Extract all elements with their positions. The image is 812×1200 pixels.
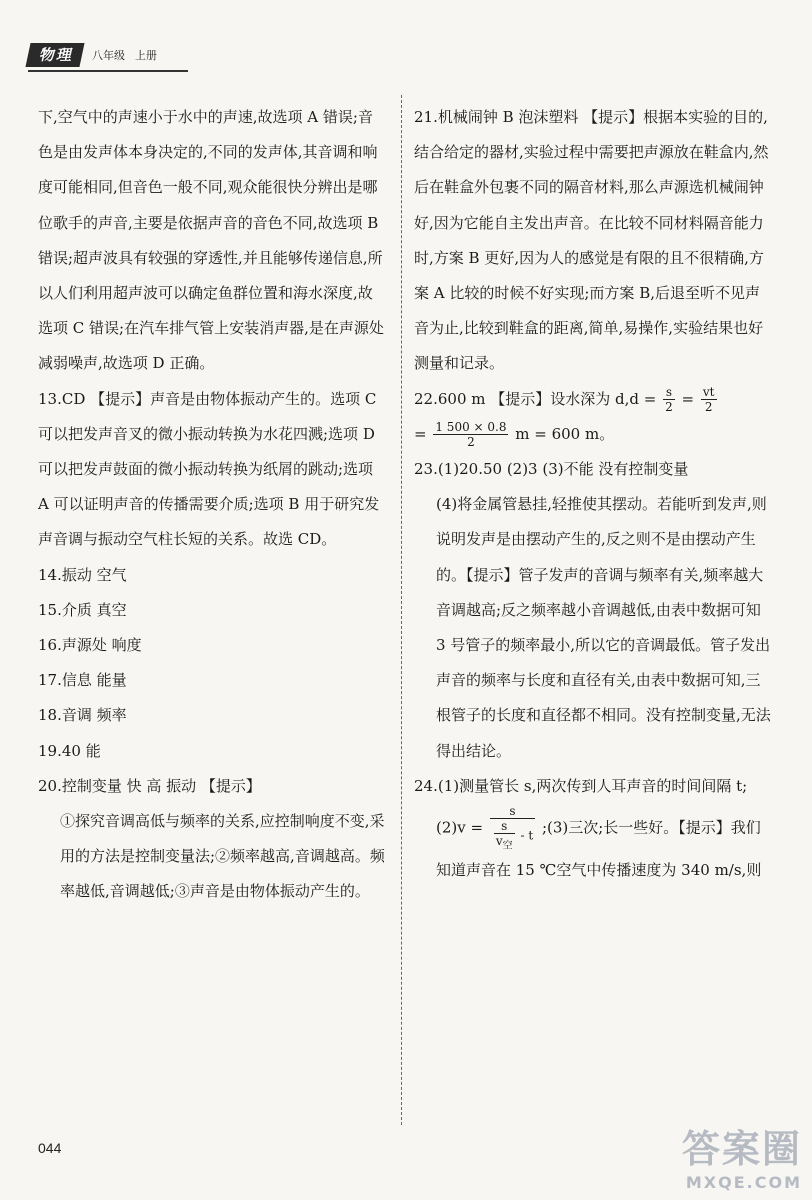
grade-label: 八年级 <box>92 49 126 62</box>
answer-22-calc: = $\frac{1 500 \times 0.8}{2}$ m = 600 m。 <box>414 420 615 450</box>
fraction-vt-over-2: $\frac{vt}{2}$ <box>702 385 715 415</box>
column-divider <box>401 95 402 1125</box>
page-number: 044 <box>38 1140 62 1156</box>
answer-17: 17.信息 能量 <box>38 671 127 690</box>
answer-14: 14.振动 空气 <box>38 565 127 584</box>
page-header <box>28 42 157 68</box>
answer-24-formula: (2)v = s $\frac{s}{v_空}$ - t ;(3)三次;长一些好。【提示】我们 <box>436 804 761 852</box>
answer-21: 21.机械闹钟 B 泡沫塑料 【提示】根据本实验的目的,结合给定的器材,实验过程中需要把声源放在鞋盒内,然后在鞋盒外包裹不同的隔音材料,那么声源选机械闹钟好,因为它能自主发出声音。在比较不同材料隔音能力时,方案 B 更好,因为人的感觉是有限的且不很精确,方案 A 比较的时候不好实现;而方案 B,后退至听不见声音为止,比较到鞋盒的距离,简单,易操作,实验结果也好测量和记录。 <box>414 108 769 373</box>
right-column <box>414 100 772 889</box>
fraction-velocity: s $\frac{s}{v_空}$ - t <box>490 804 535 853</box>
header-rule <box>28 70 188 72</box>
answer-24-head: 24.(1)测量管长 s,两次传到人耳声音的时间间隔 t; <box>414 776 748 795</box>
answer-13: 13.CD 【提示】声音是由物体振动产生的。选项 C 可以把发声音叉的微小振动转换为水花四溅;选项 D 可以把发声鼓面的微小振动转换为纸屑的跳动;选项 A 可以证明声音的传播需要介质;选项 B 用于研究发声音调与振动空气柱长短的关系。故选 CD。 <box>38 389 380 549</box>
term-label: 上册 <box>135 49 158 62</box>
watermark-logo: 答案圈 MXQE.COM <box>681 1127 802 1192</box>
answer-22: 22.600 m 【提示】设水深为 d,d = $\frac{s}{2}$ = $\frac{vt}{2}$ <box>414 385 715 415</box>
answer-15: 15.介质 真空 <box>38 600 127 619</box>
left-column <box>38 100 386 910</box>
answer-20-head: 20.控制变量 快 高 振动 【提示】 <box>38 776 261 795</box>
answer-23-body: (4)将金属管悬挂,轻推使其摆动。若能听到发声,则说明发声是由摆动产生的,反之则不是由摆动产生的。【提示】管子发声的音调与频率有关,频率越大音调越高;反之频率越小音调越低,由表中数据可知 3 号管子的频率最小,所以它的音调最低。管子发出声音的频率与长度和直径有关,由表中数据可知,三根管子的长度和直径都不相同。没有控制变量,无法得出结论。 <box>436 495 771 760</box>
answer-continuation: 下,空气中的声速小于水中的声速,故选项 A 错误;音色是由发声体本身决定的,不同的发声体,其音调和响度可能相同,但音色一般不同,观众能很快分辨出是哪位歌手的声音,主要是依据声音的音色不同,故选项 B 错误;超声波具有较强的穿透性,并且能够传递信息,所以人们利用超声波可以确定鱼群位置和海水深度,故选项 C 错误;在汽车排气管上安装消声器,是在声源处减弱噪声,故选项 D 正确。 <box>38 108 384 373</box>
answer-16: 16.声源处 响度 <box>38 636 142 655</box>
answer-22-text: 22.600 m 【提示】设水深为 d,d = <box>414 389 657 408</box>
subject-label: 物理 <box>25 43 84 67</box>
fraction-calc: $\frac{1 500 \times 0.8}{2}$ <box>435 420 507 450</box>
answer-20-body: ①探究音调高低与频率的关系,应控制响度不变,采用的方法是控制变量法;②频率越高,音调越高。频率越低,音调越低;③声音是由物体振动产生的。 <box>60 812 385 901</box>
answer-23-head: 23.(1)20.50 (2)3 (3)不能 没有控制变量 <box>414 460 689 479</box>
answer-19: 19.40 能 <box>38 741 101 760</box>
fraction-s-over-2: $\frac{s}{2}$ <box>665 385 673 415</box>
answer-18: 18.音调 频率 <box>38 706 127 725</box>
answer-24-tail: 知道声音在 15 ℃空气中传播速度为 340 m/s,则 <box>436 861 762 880</box>
